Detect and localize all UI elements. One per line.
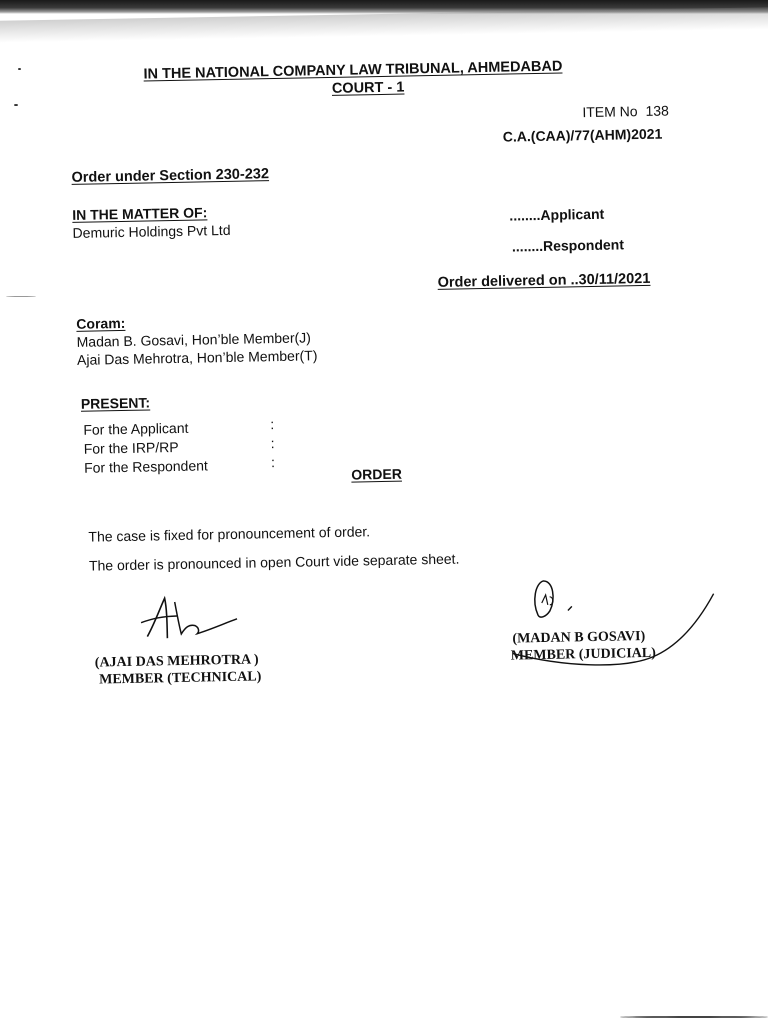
present-separator: : xyxy=(270,416,275,433)
present-separator: : xyxy=(270,435,275,452)
coram-heading: Coram: xyxy=(76,314,126,332)
court-number: COURT - 1 xyxy=(331,79,405,97)
case-number: C.A.(CAA)/77(AHM)2021 xyxy=(502,125,663,145)
tribunal-title: IN THE NATIONAL COMPANY LAW TRIBUNAL, AHMEDABAD xyxy=(143,58,563,83)
present-row-irp: For the IRP/RP xyxy=(83,438,179,457)
coram-member: Madan B. Gosavi, Hon’ble Member(J) xyxy=(76,329,311,350)
signatory-name-judicial: (MADAN B GOSAVI) xyxy=(512,629,646,647)
party-name: Demuric Holdings Pvt Ltd xyxy=(72,221,231,241)
scan-speck xyxy=(18,68,21,70)
respondent-label: ........Respondent xyxy=(511,236,625,255)
matter-heading: IN THE MATTER OF: xyxy=(72,204,208,223)
present-heading: PRESENT: xyxy=(80,394,151,412)
order-line: The case is fixed for pronouncement of order. xyxy=(88,523,371,545)
signature-mehrotra xyxy=(137,593,248,645)
order-line: The order is pronounced in open Court vide separate sheet. xyxy=(88,550,460,574)
order-heading: ORDER xyxy=(351,465,402,483)
item-number xyxy=(582,102,669,120)
item-number-label: ITEM No xyxy=(582,103,638,121)
scan-speck xyxy=(6,296,36,297)
signatory-title-judicial: MEMBER (JUDICIAL) xyxy=(510,645,656,664)
signatory-title-technical: MEMBER (TECHNICAL) xyxy=(99,669,262,688)
scan-speck xyxy=(620,1016,768,1018)
present-separator: : xyxy=(270,454,276,471)
applicant-label: ........Applicant xyxy=(509,205,605,224)
present-row-applicant: For the Applicant xyxy=(83,419,189,438)
order-delivered-date: Order delivered on ..30/11/2021 xyxy=(437,270,651,291)
section-title: Order under Section 230-232 xyxy=(71,166,270,186)
coram-member: Ajai Das Mehrotra, Hon’ble Member(T) xyxy=(76,347,318,368)
present-row-respondent: For the Respondent xyxy=(83,457,208,476)
scan-speck xyxy=(14,104,18,106)
signatory-name-technical: (AJAI DAS MEHROTRA ) xyxy=(94,652,259,671)
item-number-value: 138 xyxy=(645,102,669,119)
